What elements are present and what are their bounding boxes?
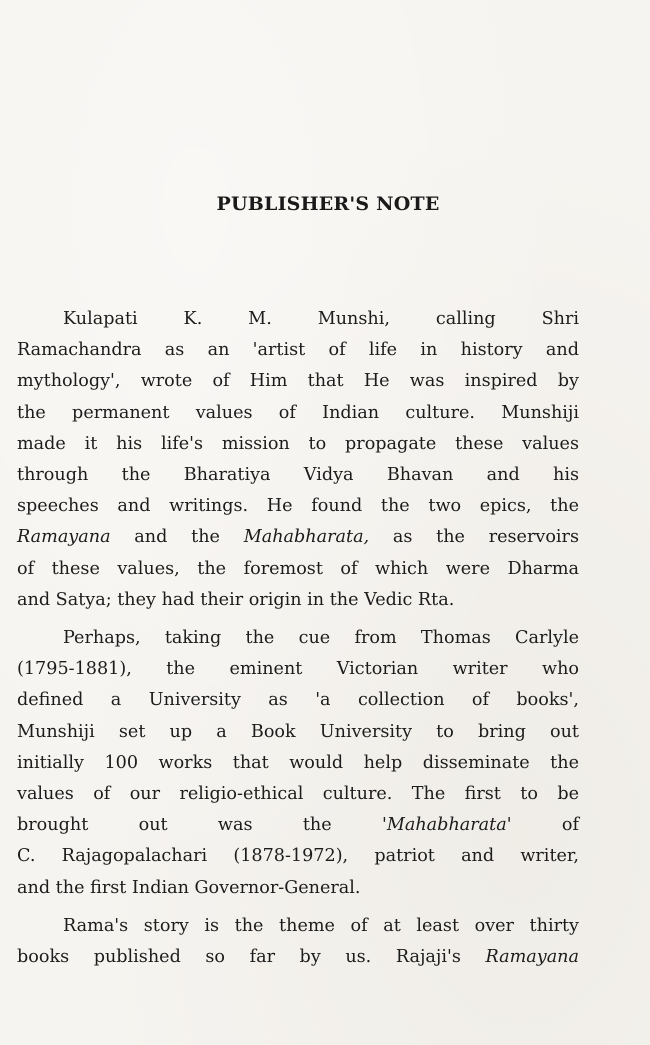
text-run: values of our religio-ethical culture. The first to be (17, 784, 579, 805)
text-run: mythology', wrote of Him that He was inspired by (17, 371, 579, 392)
text-line (17, 398, 579, 429)
text-line (17, 685, 579, 716)
text-run: (1795-1881), the eminent Victorian writer who (17, 659, 579, 680)
text-line (17, 779, 579, 810)
text-line (17, 585, 579, 616)
text-line (17, 366, 579, 397)
text-run: and Satya; they had their origin in the Vedic Rta. (17, 589, 455, 610)
text-run: Kulapati K. M. Munshi, calling Shri (63, 309, 579, 329)
text-line (17, 460, 579, 491)
text-line (17, 554, 579, 585)
paragraph (17, 911, 579, 973)
text-line (17, 623, 579, 654)
text-line (17, 841, 579, 872)
text-run: as the reservoirs (369, 527, 579, 548)
text-run: Rama's story is the theme of at least over thirty (63, 915, 579, 936)
italic-text: Ramayana (17, 527, 111, 548)
page-title: PUBLISHER'S NOTE (216, 193, 440, 215)
text-run: Munshiji set up a Book University to bring out (17, 721, 579, 742)
text-line (17, 429, 579, 460)
body-text (17, 304, 579, 980)
italic-text: Ramayana (485, 947, 579, 968)
text-run: C. Rajagopalachari (1878-1972), patriot and writer, (17, 846, 579, 867)
text-run: made it his life's mission to propagate these values (17, 433, 579, 454)
text-line (17, 748, 579, 779)
text-run: initially 100 works that would help disseminate the (17, 752, 579, 773)
text-run: brought out was the (17, 815, 383, 836)
text-line (17, 873, 579, 904)
text-line (17, 522, 579, 553)
italic-text: 'Mahabharata' (382, 815, 512, 836)
text-run: of these values, the foremost of which were Dharma (17, 558, 579, 579)
text-run: speeches and writings. He found the two epics, the (17, 496, 579, 517)
text-run: defined a University as 'a collection of books', (17, 690, 579, 711)
text-run: books published so far by us. Rajaji's (17, 947, 486, 968)
text-line (17, 942, 579, 973)
text-line (17, 491, 579, 522)
italic-text: Mahabharata, (243, 527, 370, 548)
text-line (17, 810, 579, 841)
text-run: Perhaps, taking the cue from Thomas Carlyle (63, 628, 579, 649)
text-run: of (511, 815, 580, 836)
text-run: the permanent values of Indian culture. Munshiji (17, 402, 579, 423)
paragraph (17, 304, 579, 616)
text-run: through the Bharatiya Vidya Bhavan and his (17, 465, 579, 486)
text-line (17, 717, 579, 748)
text-line (17, 335, 579, 366)
text-line (17, 911, 579, 942)
text-run: Ramachandra as an 'artist of life in history and (17, 340, 579, 361)
text-run: and the first Indian Governor-General. (17, 877, 361, 898)
text-run: and the (110, 527, 244, 548)
paragraph (17, 623, 579, 904)
text-line (17, 654, 579, 685)
text-line (17, 304, 579, 335)
